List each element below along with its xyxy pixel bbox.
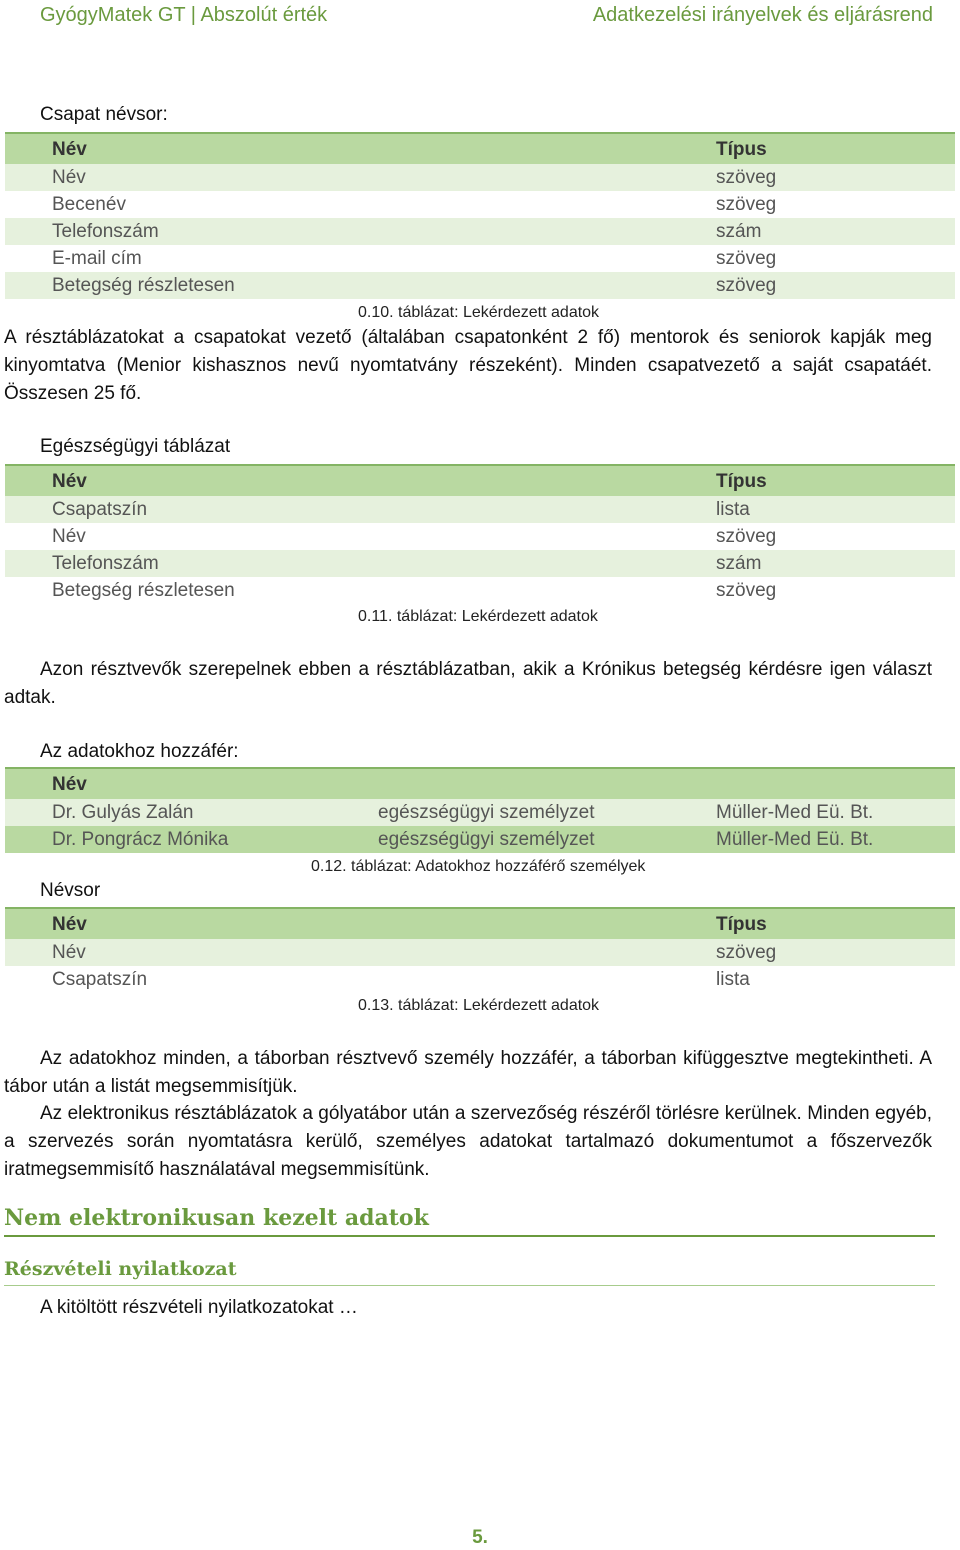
subheading-underline [4, 1285, 935, 1286]
cell-role: egészségügyi személyzet [378, 829, 595, 850]
cell-organization: Müller-Med Eü. Bt. [716, 802, 874, 823]
cell-organization: Müller-Med Eü. Bt. [716, 829, 874, 850]
table-row [5, 191, 955, 218]
cell-role: egészségügyi személyzet [378, 802, 595, 823]
table-row [5, 272, 955, 299]
health-table [5, 464, 955, 604]
cell-name: Telefonszám [52, 553, 159, 574]
header-cell-type: Típus [716, 139, 767, 160]
cell-type: szöveg [716, 194, 777, 215]
cell-person: Dr. Pongrácz Mónika [52, 829, 229, 850]
health-table-label: Egészségügyi táblázat [40, 436, 231, 457]
cell-type: szöveg [716, 167, 777, 188]
paragraph-subtables: A résztáblázatokat a csapatokat vezető (általában csapatonként 2 fő) mentorok és seniorok kapják meg kinyomtatva (Menior kishasznos nevű nyomtatvány részeként). Minden csapatvezető a saját csapatáét. Összesen 25 fő. [4, 327, 932, 404]
header-chapter: Adatkezelési irányelvek és eljárásrend [592, 4, 933, 26]
header-cell-name: Név [52, 774, 87, 795]
table-header-row [5, 907, 955, 939]
section-heading: Nem elektronikusan kezelt adatok [4, 1205, 429, 1231]
access-table-label: Az adatokhoz hozzáfér: [40, 741, 239, 762]
paragraph-deletion [4, 1100, 932, 1184]
paragraph-access [4, 1045, 932, 1101]
health-table-caption: 0.11. táblázat: Lekérdezett adatok [358, 608, 598, 625]
cell-name: Név [52, 167, 86, 188]
team-table-caption: 0.10. táblázat: Lekérdezett adatok [358, 304, 600, 321]
table-row [5, 799, 955, 826]
cell-name: Név [52, 942, 86, 963]
paragraph-deletion-text: Az elektronikus résztáblázatok a gólyatábor után a szervezőség részéről törlésre kerülnek. Minden egyéb, a szervezés során nyomtatásra kerülő, személyes adatokat tartalmazó dokumentumot a főszervezők iratmegsemmisítő használatával megsemmisítünk. [4, 1103, 932, 1180]
cell-type: szám [716, 553, 762, 574]
paragraph-chronic-text: Azon résztvevők szerepelnek ebben a résztáblázatban, akik a Krónikus betegség kérdésre igen választ adtak. [4, 659, 932, 708]
table-row [5, 826, 955, 853]
paragraph-chronic [4, 656, 932, 712]
page-number: 5. [472, 1527, 488, 1548]
table-header-row [5, 132, 955, 164]
header-cell-name: Név [52, 471, 87, 492]
cell-type: szám [716, 221, 762, 242]
table-row [5, 496, 955, 523]
table-header-row [5, 464, 955, 496]
table-row [5, 966, 955, 993]
cell-name: Csapatszín [52, 499, 148, 520]
table-row [5, 164, 955, 191]
header-cell-name: Név [52, 914, 87, 935]
header-cell-type: Típus [716, 471, 767, 492]
team-table [5, 132, 955, 299]
cell-type: lista [716, 499, 750, 520]
table-header-row [5, 767, 955, 799]
paragraph-access-text: Az adatokhoz minden, a táborban résztvevő személy hozzáfér, a táborban kifüggesztve megtekintheti. A tábor után a listát megsemmisítjük. [4, 1048, 932, 1097]
table-row [5, 245, 955, 272]
paragraph-declarations-text: A kitöltött részvételi nyilatkozatokat … [40, 1297, 358, 1318]
header-cell-type: Típus [716, 914, 767, 935]
table-row [5, 550, 955, 577]
subsection-heading: Részvételi nyilatkozat [4, 1258, 237, 1280]
cell-name: Becenév [52, 194, 126, 215]
table-row [5, 218, 955, 245]
team-table-label: Csapat névsor: [40, 104, 168, 125]
access-table [5, 767, 955, 853]
paragraph-declarations [4, 1294, 932, 1322]
access-table-caption: 0.12. táblázat: Adatokhoz hozzáférő személyek [311, 858, 646, 875]
cell-type: szöveg [716, 580, 777, 601]
cell-name: Csapatszín [52, 969, 148, 990]
cell-type: szöveg [716, 942, 777, 963]
cell-name: Telefonszám [52, 221, 159, 242]
cell-type: lista [716, 969, 750, 990]
heading-underline [4, 1235, 935, 1237]
cell-name: Név [52, 526, 86, 547]
cell-type: szöveg [716, 248, 777, 269]
cell-type: szöveg [716, 275, 777, 296]
cell-name: Betegség részletesen [52, 580, 235, 601]
cell-name: Betegség részletesen [52, 275, 235, 296]
cell-person: Dr. Gulyás Zalán [52, 802, 194, 823]
table-row [5, 523, 955, 550]
roster-table [5, 907, 955, 993]
header-cell-name: Név [52, 139, 87, 160]
cell-name: E-mail cím [52, 248, 142, 269]
roster-table-label: Névsor [40, 880, 101, 901]
table-row [5, 577, 955, 604]
table-row [5, 939, 955, 966]
header-title: GyógyMatek GT | Abszolút érték [40, 4, 328, 26]
cell-type: szöveg [716, 526, 777, 547]
roster-table-caption: 0.13. táblázat: Lekérdezett adatok [358, 997, 600, 1014]
